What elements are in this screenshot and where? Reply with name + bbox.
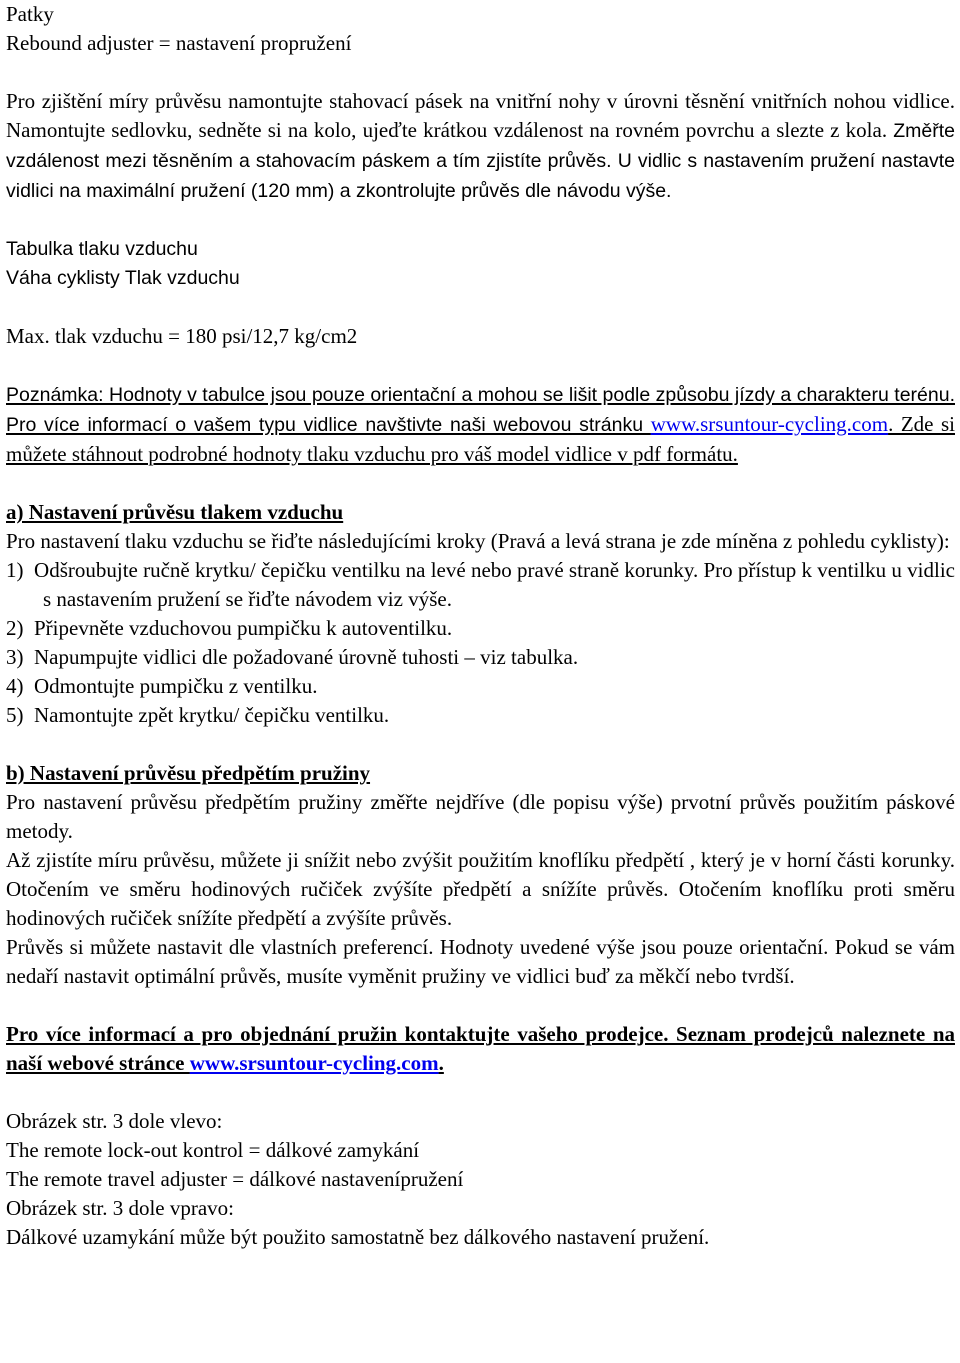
spacer [6, 469, 955, 498]
figure-note-right-heading: Obrázek str. 3 dole vpravo: [6, 1196, 235, 1220]
spacer [6, 351, 955, 380]
air-table-heading: Tabulka tlaku vzduchu [6, 238, 198, 260]
section-b-paragraph-3: Průvěs si můžete nastavit dle vlastních preferencí. Hodnoty uvedené výše jsou pouze orientační. Pokud se vám nedaří nastavit optimální průvěs, musíte vyměnit pružiny ve vidlici buď za měkčí nebo tvrdší. [6, 935, 955, 988]
spacer [6, 206, 955, 235]
spacer [6, 991, 955, 1020]
section-a-heading: a) Nastavení průvěsu tlakem vzduchu [6, 500, 344, 524]
list-item: 3) Napumpujte vidlici dle požadované úrovně tuhosti – viz tabulka. [6, 645, 579, 669]
figure-note-lockout: The remote lock-out kontrol = dálkové zamykání [6, 1138, 420, 1162]
air-table-columns: Váha cyklisty Tlak vzduchu [6, 267, 240, 289]
note-text: Poznámka: Hodnoty v tabulce jsou pouze orientační a mohou se lišit podle způsobu jízdy a charakteru terénu. Pro více informací o vašem typu vidlice navštivte naši webovou stránku [6, 384, 955, 436]
spacer [6, 730, 955, 759]
website-link[interactable]: www.srsuntour-cycling.com [650, 412, 889, 436]
section-b-paragraph-1: Pro nastavení průvěsu předpětím pružiny změřte nejdříve (dle popisu výše) prvotní průvěs použitím páskové metody. [6, 790, 955, 843]
sag-measure-text: Změřte vzdálenost mezi těsněním a stahovacím páskem a tím zjistíte průvěs. [6, 120, 955, 172]
section-a-intro: Pro nastavení tlaku vzduchu se řiďte následujícími kroky (Pravá a levá strana je zde míněna z pohledu cyklisty): [6, 529, 950, 553]
contact-text: Pro více informací a pro objednání pružin kontaktujte vašeho prodejce. Seznam prodejců naleznete na naší webové stránce [6, 1022, 955, 1075]
list-item: 1) Odšroubujte ručně krytku/ čepičku ventilku na levé nebo pravé straně korunky. Pro přístup k ventilku u vidlic s nastavením pružení se řiďte návodem viz výše. [6, 558, 955, 611]
section-b-heading: b) Nastavení průvěsu předpětím pružiny [6, 761, 371, 785]
spacer [6, 58, 955, 87]
note-paragraph [6, 380, 955, 469]
figure-note-left-heading: Obrázek str. 3 dole vlevo: [6, 1109, 223, 1133]
rebound-adjuster-line: Rebound adjuster = nastavení propružení [6, 31, 352, 55]
sag-adjust-text: U vidlic s nastavením pružení nastavte vidlici na maximální pružení (120 mm) a zkontrolujte průvěs dle návodu výše. [6, 150, 955, 202]
list-item: 2) Připevněte vzduchovou pumpičku k autoventilku. [6, 616, 453, 640]
heading-patky: Patky [6, 2, 54, 26]
figure-note-travel: The remote travel adjuster = dálkové nastavenípružení [6, 1167, 464, 1191]
section-b-paragraph-2: Až zjistíte míru průvěsu, můžete ji snížit nebo zvýšit použitím knoflíku předpětí , který je v horní části korunky. Otočením ve směru hodinových ručiček zvýšíte předpětí a snížíte průvěs. Otočením knoflíku proti směru hodinových ručiček snížíte předpětí a zvýšíte průvěs. [6, 848, 955, 930]
spacer [6, 1078, 955, 1107]
figure-note-remote: Dálkové uzamykání může být použito samostatně bez dálkového nastavení pružení. [6, 1225, 710, 1249]
sag-intro-text: Pro zjištění míry průvěsu namontujte stahovací pásek na vnitřní nohy v úrovni těsnění vnitřních nohou vidlice. Namontujte sedlovku, sedněte si na kolo, ujeďte krátkou vzdálenost na rovném povrchu a slezte z kola. [6, 89, 955, 142]
contact-paragraph [6, 1020, 955, 1078]
max-pressure-line: Max. tlak vzduchu = 180 psi/12,7 kg/cm2 [6, 324, 358, 348]
sag-intro-paragraph [6, 87, 955, 206]
note-text-end: . Zde si můžete stáhnout podrobné hodnoty tlaku vzduchu pro váš model vidlice v pdf formátu. [6, 412, 955, 466]
contact-end: . [438, 1051, 444, 1075]
list-item: 5) Namontujte zpět krytku/ čepičku ventilku. [6, 703, 390, 727]
spacer [6, 293, 955, 322]
air-pressure-steps [6, 556, 955, 730]
list-item: 4) Odmontujte pumpičku z ventilku. [6, 674, 318, 698]
dealer-website-link[interactable]: www.srsuntour-cycling.com [189, 1051, 439, 1075]
